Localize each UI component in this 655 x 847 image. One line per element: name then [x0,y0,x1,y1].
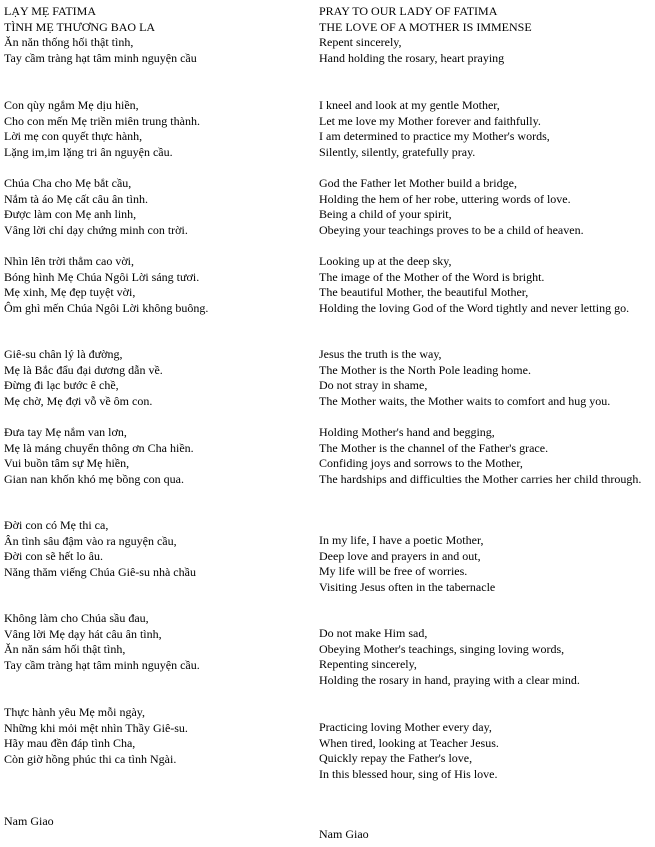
verse-line: God the Father let Mother build a bridge, [319,176,517,190]
verse-line: Tay cầm tràng hạt tâm minh nguyện cầu. [4,657,200,672]
verse-line: Do not make Him sad, [319,626,428,640]
verse-line: Lặng im,im lặng tri ân nguyện cầu. [4,144,173,159]
vietnamese-stanza-8 [4,611,300,673]
verse-line: Hãy mau đền đáp tình Cha, [4,736,136,751]
verse-line: Obeying your teachings proves to be a child of heaven. [319,222,584,237]
verse-line: Giê-su chân lý là đường, [4,347,123,361]
english-stanza-5 [319,347,652,409]
verse-line: Ăn năn thống hối thật tình, [4,35,134,49]
verse-line: Deep love and prayers in and out, [319,548,481,563]
verse-line: Chúa Cha cho Mẹ bắt cầu, [4,176,132,190]
vietnamese-stanza-5 [4,347,300,409]
verse-line: Vâng lời Mẹ dạy hát câu ân tình, [4,626,162,641]
english-signature: Nam Giao [319,827,369,841]
verse-line: Vui buồn tâm sự Mẹ hiền, [4,456,130,471]
verse-line: The Mother is the channel of the Father's grace. [319,440,549,455]
verse-line: Practicing loving Mother every day, [319,720,492,734]
english-stanza-9 [319,720,652,782]
verse-line: I kneel and look at my gentle Mother, [319,98,500,112]
english-stanza-7 [319,533,652,595]
verse-line: Obeying Mother's teachings, singing loving words, [319,641,565,656]
verse-line: Holding the rosary in hand, praying with a clear mind. [319,672,580,687]
verse-line: Thực hành yêu Mẹ mỗi ngày, [4,705,146,719]
verse-line: Quickly repay the Father's love, [319,751,473,766]
vietnamese-subtitle: TÌNH MẸ THƯƠNG BAO LA [4,19,156,34]
verse-line: Những khi mỏi mệt nhìn Thầy Giê-su. [4,720,188,735]
verse-line: Được làm con Mẹ anh linh, [4,207,137,222]
verse-line: When tired, looking at Teacher Jesus. [319,735,499,750]
verse-line: Ân tình sâu đậm vào ra nguyện cầu, [4,533,177,548]
english-stanza-3 [319,176,652,238]
verse-line: Silently, silently, gratefully pray. [319,144,476,159]
verse-line: Đừng đi lạc bước ê chề, [4,378,119,393]
verse-line: Repenting sincerely, [319,657,417,672]
verse-line: In my life, I have a poetic Mother, [319,533,484,547]
verse-line: Ôm ghì mến Chúa Ngôi Lời không buông. [4,300,209,315]
verse-line: The Mother waits, the Mother waits to comfort and hug you. [319,393,611,408]
verse-line: Gian nan khốn khó mẹ bồng con qua. [4,471,184,486]
verse-line: Còn giờ hồng phúc thi ca tình Ngài. [4,751,177,766]
vietnamese-stanza-9 [4,705,300,767]
vietnamese-stanza-7 [4,518,300,580]
verse-line: Bóng hình Mẹ Chúa Ngôi Lời sáng tươi. [4,269,200,284]
english-title-block [319,4,652,35]
verse-line: Lời mẹ con quyết thực hành, [4,129,143,144]
verse-line: Không làm cho Chúa sầu đau, [4,611,149,625]
verse-line: Tay cầm tràng hạt tâm minh nguyện cầu [4,50,197,65]
verse-line: Con qùy ngắm Mẹ dịu hiền, [4,98,139,112]
verse-line: Visiting Jesus often in the tabernacle [319,579,496,594]
verse-line: Mẹ chờ, Mẹ đợi vỗ về ôm con. [4,393,153,408]
verse-line: My life will be free of worries. [319,564,468,579]
vietnamese-title-block [4,4,300,35]
verse-line: Let me love my Mother forever and faithfully. [319,113,541,128]
verse-line: The hardships and difficulties the Mother carries her child through. [319,471,642,486]
verse-line: Holding Mother's hand and begging, [319,425,495,439]
verse-line: Ăn năn sám hối thật tình, [4,642,126,657]
verse-line: Năng thăm viếng Chúa Giê-su nhà chầu [4,564,196,579]
verse-line: Being a child of your spirit, [319,207,452,222]
verse-line: Do not stray in shame, [319,378,428,393]
vietnamese-stanza-2 [4,98,300,160]
verse-line: The image of the Mother of the Word is bright. [319,269,545,284]
verse-line: Mẹ xinh, Mẹ đẹp tuyệt vời, [4,285,136,300]
verse-line: The beautiful Mother, the beautiful Mother, [319,285,529,300]
verse-line: I am determined to practice my Mother's words, [319,129,550,144]
english-stanza-8 [319,626,652,688]
verse-line: Đời con có Mẹ thi ca, [4,518,109,532]
vietnamese-stanza-3 [4,176,300,238]
vietnamese-signature: Nam Giao [4,814,54,828]
english-stanza-2 [319,98,652,160]
verse-line: Repent sincerely, [319,35,402,49]
english-stanza-6 [319,425,652,487]
verse-line: Nhìn lên trời thẳm cao vời, [4,254,134,268]
verse-line: Confiding joys and sorrows to the Mother, [319,456,523,471]
verse-line: Vâng lời chỉ dạy chứng minh con trời. [4,222,188,237]
vietnamese-title: LẠY MẸ FATIMA [4,4,96,18]
vietnamese-stanza-1 [4,35,300,66]
verse-line: Mẹ là Bắc đẩu đại dương dẫn về. [4,362,163,377]
verse-line: Đời con sẽ hết lo âu. [4,549,103,564]
verse-line: Holding the hem of her robe, uttering words of love. [319,191,571,206]
verse-line: Cho con mến Mẹ triền miên trung thành. [4,113,200,128]
english-title: PRAY TO OUR LADY OF FATIMA [319,4,498,18]
verse-line: Nắm tà áo Mẹ cất câu ân tình. [4,191,148,206]
vietnamese-stanza-6 [4,425,300,487]
verse-line: Holding the loving God of the Word tightly and never letting go. [319,300,630,315]
english-subtitle: THE LOVE OF A MOTHER IS IMMENSE [319,19,532,34]
english-stanza-4 [319,254,652,316]
verse-line: The Mother is the North Pole leading home. [319,362,531,377]
verse-line: Hand holding the rosary, heart praying [319,50,505,65]
verse-line: In this blessed hour, sing of His love. [319,766,498,781]
vietnamese-stanza-4 [4,254,300,316]
verse-line: Looking up at the deep sky, [319,254,452,268]
verse-line: Đưa tay Mẹ nắm van lơn, [4,425,127,439]
verse-line: Jesus the truth is the way, [319,347,442,361]
verse-line: Mẹ là máng chuyển thông ơn Cha hiền. [4,440,194,455]
english-stanza-1 [319,35,652,66]
